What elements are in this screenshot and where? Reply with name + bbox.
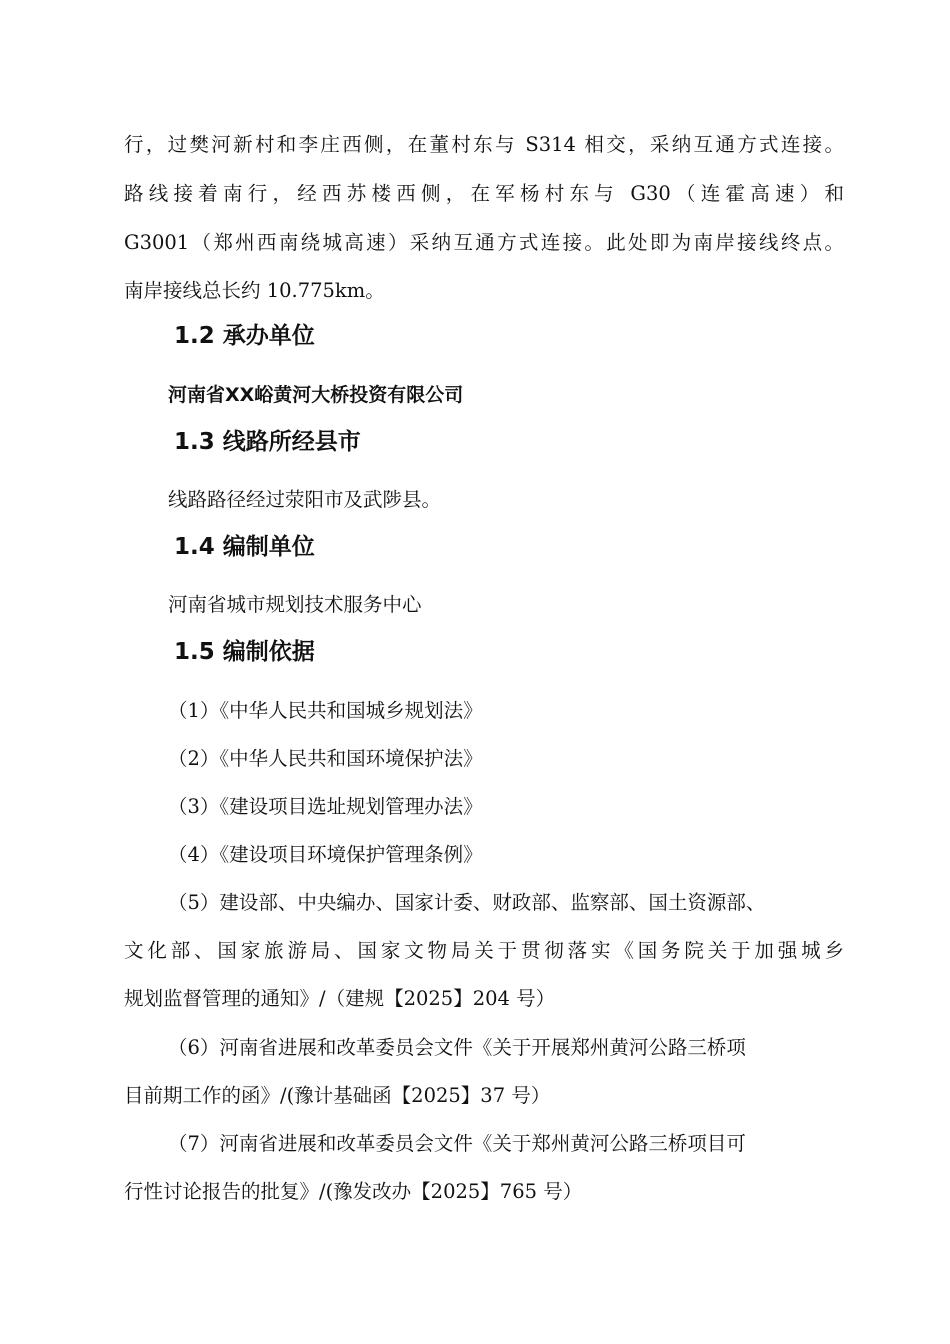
intro-line-1: 行，过樊河新村和李庄西侧，在董村东与 S314 相交，采纳互通方式连接。 <box>124 133 844 156</box>
basis-item-5-line-1: （5）建设部、中央编办、国家计委、财政部、监察部、国土资源部、 <box>168 891 766 914</box>
route-counties: 线路路径经过荥阳市及武陟县。 <box>168 488 442 511</box>
section-heading-1-3: 1.3 线路所经县市 <box>174 429 361 455</box>
section-heading-1-5: 1.5 编制依据 <box>174 639 315 665</box>
compiling-unit: 河南省城市规划技术服务中心 <box>168 593 422 616</box>
section-heading-1-2: 1.2 承办单位 <box>174 323 315 349</box>
basis-item-6-line-2: 目前期工作的函》/(豫计基础函【2025】37 号） <box>124 1084 551 1107</box>
basis-item-2: （2）《中华人民共和国环境保护法》 <box>168 747 483 770</box>
organizer-name: 河南省XX峪黄河大桥投资有限公司 <box>168 384 464 406</box>
basis-item-6-line-1: （6）河南省进展和改革委员会文件《关于开展郑州黄河公路三桥项 <box>168 1036 746 1059</box>
basis-item-5-line-2: 文化部、国家旅游局、国家文物局关于贯彻落实《国务院关于加强城乡 <box>124 939 844 962</box>
section-heading-1-4: 1.4 编制单位 <box>174 534 315 560</box>
intro-line-2: 路线接着南行，经西苏楼西侧，在军杨村东与 G30（连霍高速）和 <box>124 182 844 205</box>
intro-line-3: G3001（郑州西南绕城高速）采纳互通方式连接。此处即为南岸接线终点。 <box>124 231 844 254</box>
basis-item-5-line-3: 规划监督管理的通知》/（建规【2025】204 号） <box>124 987 556 1010</box>
basis-item-7-line-1: （7）河南省进展和改革委员会文件《关于郑州黄河公路三桥项目可 <box>168 1132 746 1155</box>
intro-line-4: 南岸接线总长约 10.775km。 <box>124 279 385 302</box>
basis-item-1: （1）《中华人民共和国城乡规划法》 <box>168 699 483 722</box>
basis-item-4: （4）《建设项目环境保护管理条例》 <box>168 843 483 866</box>
basis-item-3: （3）《建设项目选址规划管理办法》 <box>168 795 483 818</box>
basis-item-7-line-2: 行性讨论报告的批复》/(豫发改办【2025】765 号） <box>124 1180 583 1203</box>
